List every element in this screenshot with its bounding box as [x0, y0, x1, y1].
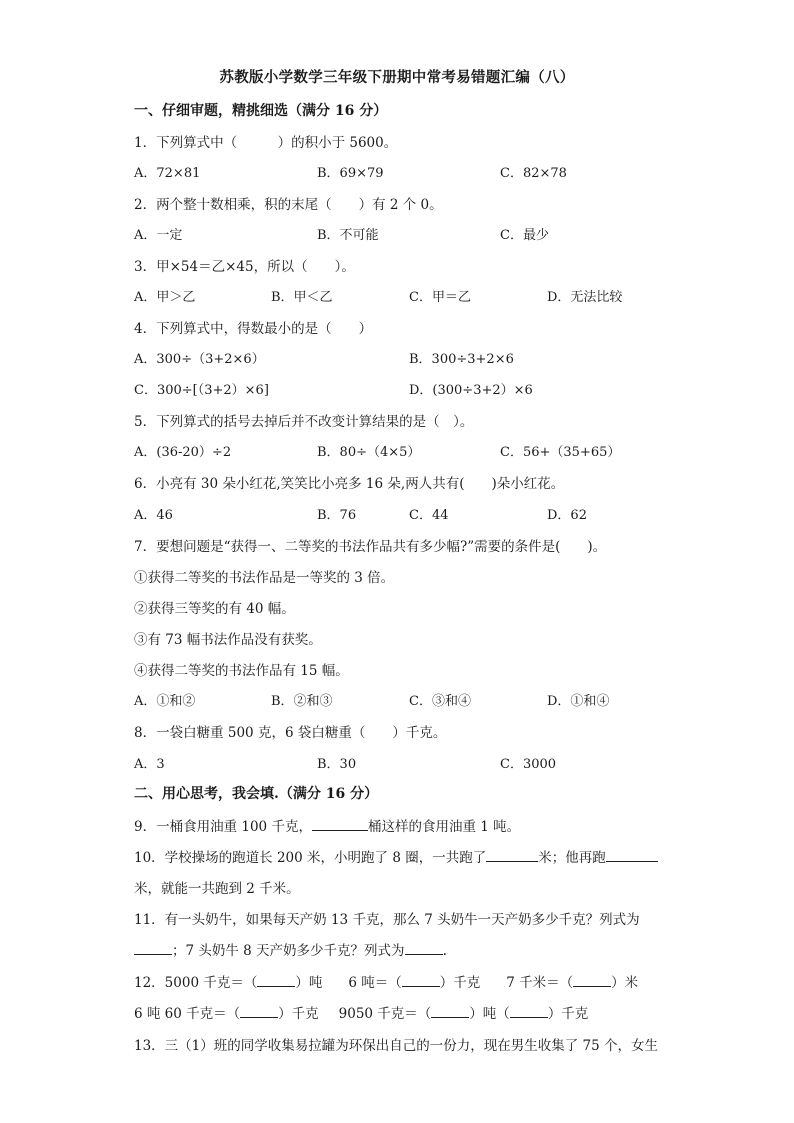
question-12-text: ）吨: [295, 975, 323, 991]
question-8: 8．一袋白糖重 500 克，6 袋白糖重（ ）千克。: [134, 725, 447, 741]
answer-blank[interactable]: [510, 1004, 548, 1018]
question-9-text-after: 桶这样的食用油重 1 吨。: [367, 819, 521, 835]
question-12-text: 9050 千克＝（: [338, 1006, 432, 1022]
question-12-text: ）千克: [547, 1006, 589, 1022]
question-12-line-2: [134, 1002, 588, 1022]
question-7-condition-3: ③有 73 幅书法作品没有获奖。: [134, 632, 322, 648]
question-10-text-2: 米；他再跑: [538, 850, 606, 866]
question-7-condition-2: ②获得三等奖的有 40 幅。: [134, 601, 295, 617]
option-b: B．不可能: [317, 228, 379, 243]
answer-blank[interactable]: [573, 973, 611, 987]
option-d: D．(300÷3+2）×6: [409, 383, 533, 398]
option-b: B．300÷3+2×6: [409, 352, 514, 367]
answer-blank[interactable]: [257, 973, 295, 987]
question-10-text-1: 10．学校操场的跑道长 200 米，小明跑了 8 圈，一共跑了: [134, 850, 487, 866]
answer-blank[interactable]: [402, 973, 440, 987]
option-a: A．(36-20）÷2: [134, 445, 232, 460]
question-8-options: [134, 753, 694, 773]
question-7-options: [134, 690, 694, 710]
answer-blank[interactable]: [486, 848, 538, 862]
question-12-text: 6 吨 60 千克＝（: [134, 1006, 241, 1022]
question-4-options-row2: [134, 379, 694, 399]
question-6-options: [134, 504, 694, 524]
section-heading-1: 一、仔细审题，精挑细选（满分 16 分）: [134, 103, 388, 119]
question-11-text-2: ；7 头奶牛 8 天产奶多少千克？列式为: [172, 943, 405, 959]
answer-blank[interactable]: [431, 1004, 469, 1018]
question-12-text: ）吨（: [469, 1006, 510, 1022]
question-5: 5．下列算式的括号去掉后并不改变计算结果的是（ ）。: [134, 414, 474, 430]
question-13: 13．三（1）班的同学收集易拉罐为环保出自己的一份力，现在男生收集了 75 个，女生: [134, 1038, 659, 1054]
question-12-text: 7 千米＝（: [506, 975, 574, 991]
question-2: 2．两个整十数相乘，积的末尾（ ）有 2 个 0。: [134, 197, 443, 213]
question-9: [134, 815, 520, 835]
question-7: 7．要想问题是“获得一、二等奖的书法作品共有多少幅?”需要的条件是( )。: [134, 539, 607, 555]
option-c: C．56+（35+65）: [500, 445, 621, 460]
option-c: C．最少: [500, 228, 549, 243]
option-c: C．3000: [500, 757, 557, 772]
answer-blank[interactable]: [312, 817, 368, 831]
option-a: A．一定: [134, 228, 183, 243]
option-a: A．甲＞乙: [134, 290, 196, 305]
page-title: 苏教版小学数学三年级下册期中常考易错题汇编（八）: [219, 69, 575, 86]
question-11-line-2: [134, 939, 447, 959]
question-11: 11．有一头奶牛，如果每天产奶 13 千克，那么 7 头奶牛一天产奶多少千克？列式为: [134, 912, 640, 928]
option-b: B．76: [317, 508, 357, 523]
question-1-options: [134, 162, 694, 182]
question-3: 3．甲×54＝乙×45，所以（ ）。: [134, 259, 355, 275]
option-b: B．②和③: [271, 694, 333, 709]
option-c: C．甲＝乙: [409, 290, 471, 305]
option-d: D．①和④: [547, 694, 610, 709]
question-3-options: [134, 286, 694, 306]
answer-blank[interactable]: [606, 848, 658, 862]
question-7-condition-4: ④获得二等奖的书法作品有 15 幅。: [134, 663, 349, 679]
question-12-text: 12．5000 千克＝（: [134, 975, 258, 991]
question-12-text: 6 吨＝（: [348, 975, 402, 991]
question-10: [134, 846, 658, 866]
question-12-text: ）千克: [439, 975, 481, 991]
option-c: C．③和④: [409, 694, 471, 709]
question-1: 1．下列算式中（ ）的积小于 5600。: [134, 135, 398, 151]
option-b: B．80÷（4×5）: [317, 445, 421, 460]
option-a: A．46: [134, 508, 173, 523]
question-11-text-end: .: [442, 943, 447, 959]
option-a: A．72×81: [134, 166, 201, 181]
option-b: B．69×79: [317, 166, 384, 181]
option-d: D．无法比较: [547, 290, 623, 305]
question-12: [134, 971, 638, 991]
answer-blank[interactable]: [405, 941, 443, 955]
question-4: 4．下列算式中，得数最小的是（ ）: [134, 321, 373, 337]
question-9-text-before: 9．一桶食用油重 100 千克，: [134, 819, 312, 835]
option-b: B．甲＜乙: [271, 290, 333, 305]
option-c: C．44: [409, 508, 449, 523]
section-heading-2: 二、用心思考，我会填.（满分 16 分）: [134, 786, 379, 802]
option-c: C．82×78: [500, 166, 567, 181]
option-a: A．3: [134, 757, 165, 772]
question-4-options-row1: [134, 348, 694, 368]
question-10-line-2: 米，就能一共跑到 2 千米。: [134, 881, 300, 897]
option-d: D．62: [547, 508, 587, 523]
option-a: A．①和②: [134, 694, 196, 709]
question-7-condition-1: ①获得二等奖的书法作品是一等奖的 3 倍。: [134, 570, 395, 586]
question-12-text: ）千克: [278, 1006, 319, 1022]
option-c: C．300÷[（3+2）×6]: [134, 383, 269, 398]
question-2-options: [134, 224, 694, 244]
answer-blank[interactable]: [134, 941, 172, 955]
question-6: 6．小亮有 30 朵小红花,笑笑比小亮多 16 朵,两人共有( )朵小红花。: [134, 476, 565, 492]
option-a: A．300÷（3+2×6）: [134, 352, 265, 367]
question-5-options: [134, 441, 694, 461]
question-12-text: ）米: [611, 975, 639, 991]
answer-blank[interactable]: [240, 1004, 278, 1018]
option-b: B．30: [317, 757, 357, 772]
